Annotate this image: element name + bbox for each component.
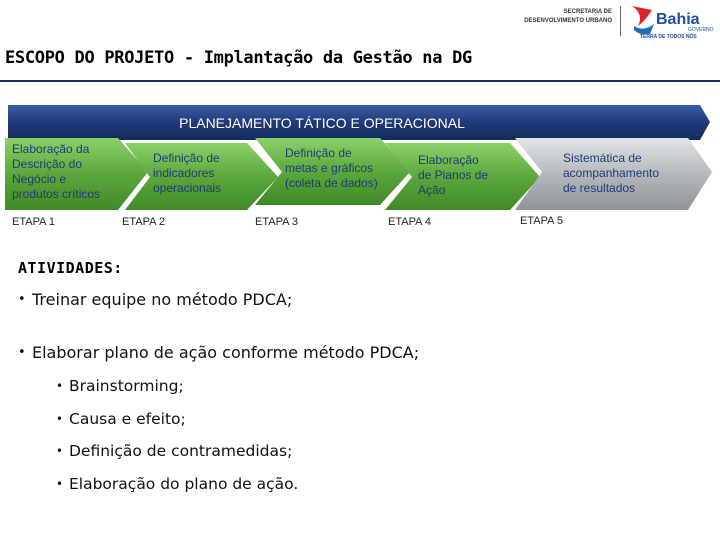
logo-flame-red	[632, 6, 652, 26]
logo-brand: Bahia	[656, 11, 700, 28]
activity-subitem: • Definição de contramedidas;	[56, 441, 696, 461]
logo-governo: GOVERNO	[688, 27, 714, 33]
logo-wave-blue	[634, 24, 654, 35]
etapa-5-label: ETAPA 5	[520, 215, 564, 227]
etapa-3-label: ETAPA 3	[255, 216, 299, 228]
activity-subitems-list	[56, 376, 696, 506]
activities-heading: ATIVIDADES:	[18, 259, 123, 277]
page-title: ESCOPO DO PROJETO - Implantação da Gestão na DG	[5, 48, 472, 68]
secretaria-label	[512, 8, 612, 26]
secretaria-line-1: SECRETARIA DE	[563, 9, 612, 15]
logo-separator	[620, 6, 621, 36]
title-divider	[0, 80, 720, 82]
activity-subitem: • Causa e efeito;	[56, 409, 696, 429]
bahia-logo	[630, 4, 714, 40]
step-5-label: Sistemática de acompanhamento de resultados	[563, 151, 660, 195]
etapa-2-label: ETAPA 2	[122, 216, 166, 228]
activity-subitem: • Brainstorming;	[56, 376, 696, 396]
logo-tagline: TERRA DE TODOS NÓS	[640, 34, 697, 40]
activity-item: • Treinar equipe no método PDCA;	[18, 290, 708, 310]
step-4-label: Elaboração de Planos de Ação	[418, 153, 489, 197]
secretaria-line-2: DESENVOLVIMENTO URBANO	[524, 18, 612, 24]
process-diagram	[0, 100, 720, 235]
step-1-label: Elaboração da Descrição do Negócio e produtos críticos	[12, 142, 101, 201]
activity-item: • Elaborar plano de ação conforme método PDCA;	[18, 343, 708, 363]
banner-label: PLANEJAMENTO TÁTICO E OPERACIONAL	[179, 115, 465, 131]
step-2-label: Definição de indicadores operacionais	[153, 151, 222, 195]
logo-area	[512, 4, 712, 42]
activity-subitem: • Elaboração do plano de ação.	[56, 474, 696, 494]
step-3-label: Definição de metas e gráficos (coleta de dados)	[285, 146, 378, 190]
etapa-1-label: ETAPA 1	[12, 216, 56, 228]
etapa-4-label: ETAPA 4	[388, 216, 432, 228]
